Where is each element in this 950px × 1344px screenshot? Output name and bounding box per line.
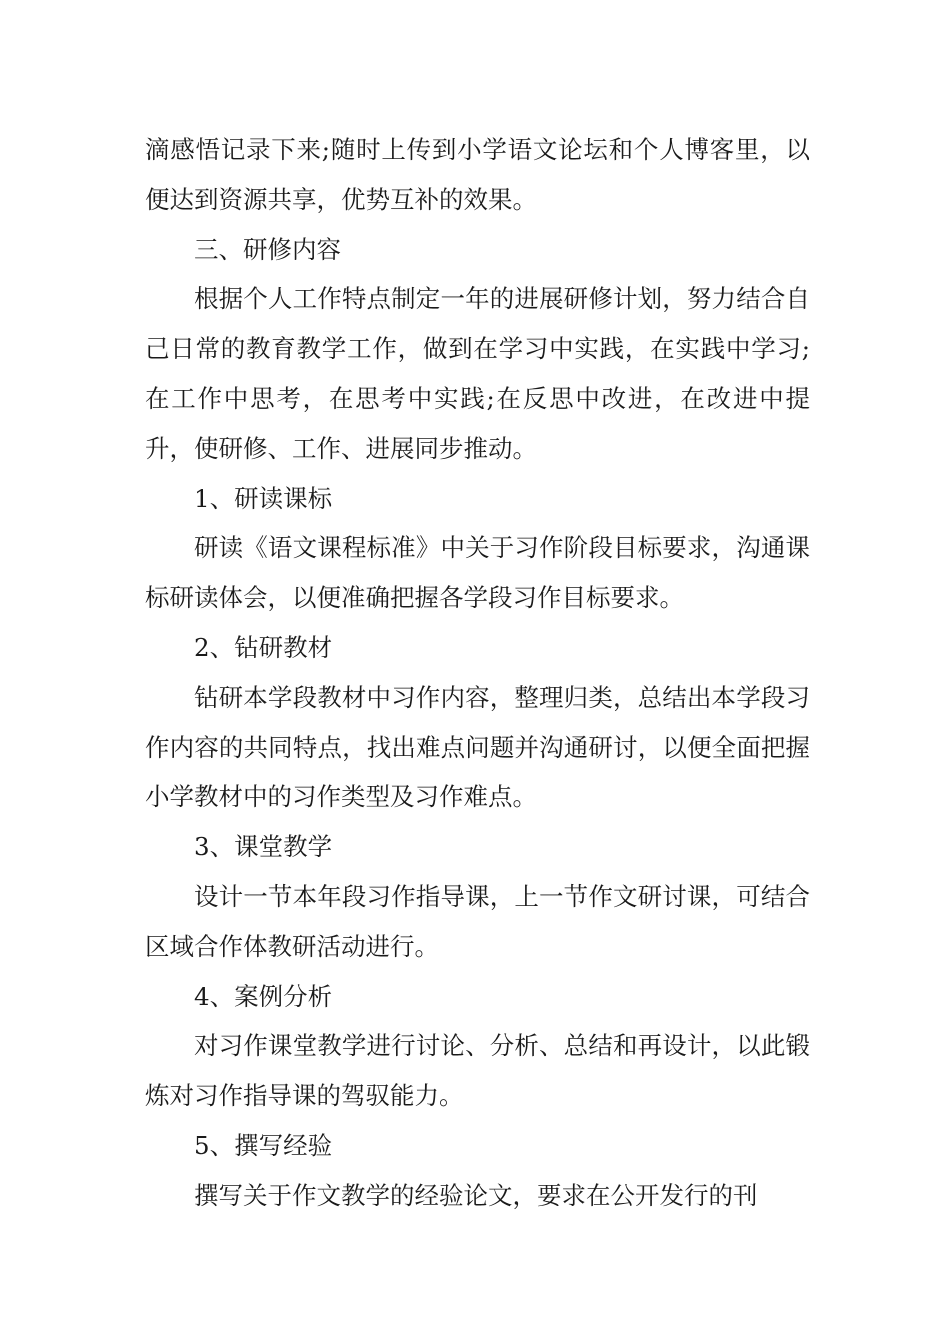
paragraph-write-experience: 撰写关于作文教学的经验论文，要求在公开发行的刊 xyxy=(194,1180,758,1210)
paragraph-research-plan: 根据个人工作特点制定一年的进展研修计划，努力结合自己日常的教育教学工作，做到在学习中实践，在实践中学习;在工作中思考，在思考中实践;在反思中改进，在改进中提升，使研修、工作、进展同步推动。 xyxy=(145,284,810,463)
subheading-classroom-teaching: 3、课堂教学 xyxy=(194,832,333,862)
paragraph-study-textbook: 钻研本学段教材中习作内容，整理归类，总结出本学段习作内容的共同特点，找出难点问题并沟通研讨，以便全面把握小学教材中的习作类型及习作难点。 xyxy=(145,682,810,812)
subheading-study-textbook: 2、钻研教材 xyxy=(194,632,333,662)
document-body xyxy=(145,125,810,1221)
paragraph-case-analysis: 对习作课堂教学进行讨论、分析、总结和再设计，以此锻炼对习作指导课的驾驭能力。 xyxy=(145,1031,810,1111)
subheading-write-experience: 5、撰写经验 xyxy=(194,1130,333,1160)
section-heading-research-content: 三、研修内容 xyxy=(194,234,341,264)
subheading-study-curriculum: 1、研读课标 xyxy=(194,483,333,513)
paragraph-classroom-teaching: 设计一节本年段习作指导课，上一节作文研讨课，可结合区域合作体教研活动进行。 xyxy=(145,881,810,961)
paragraph-continuation: 滴感悟记录下来;随时上传到小学语文论坛和个人博客里，以便达到资源共享，优势互补的效果。 xyxy=(145,135,810,214)
subheading-case-analysis: 4、案例分析 xyxy=(194,981,333,1011)
paragraph-study-curriculum: 研读《语文课程标准》中关于习作阶段目标要求，沟通课标研读体会，以便准确把握各学段习作目标要求。 xyxy=(145,533,810,613)
